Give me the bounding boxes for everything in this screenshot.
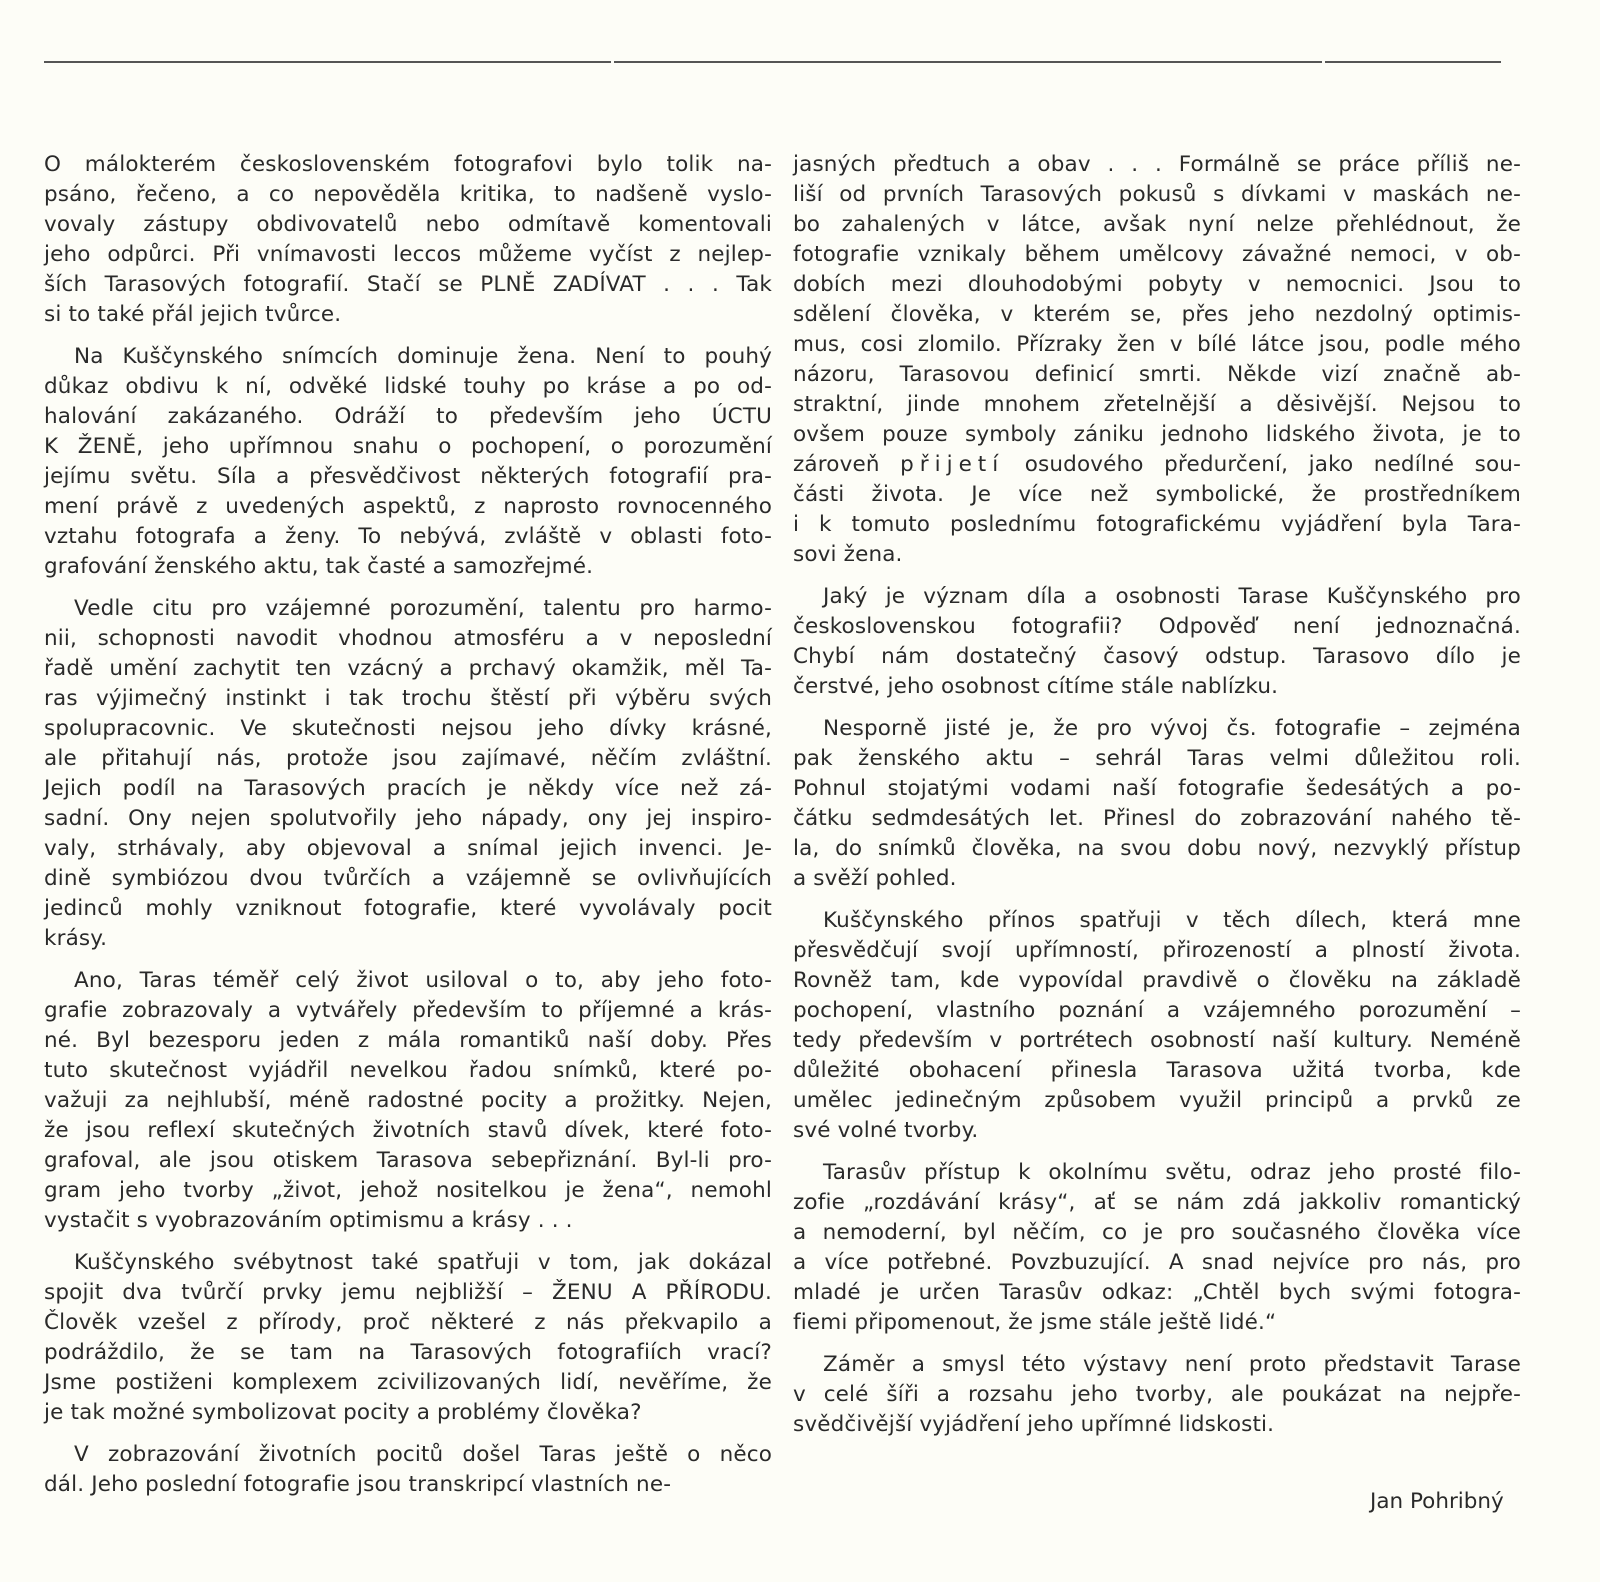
text-line: grafování ženského aktu, tak časté a samozřejmé. [44,554,594,579]
text-line: liší od prvních Tarasových pokusů s dívkami v maskách ne- [793,182,1521,207]
text-line: spojit dva tvůrčí prvky jemu nejbližší – ŽENU A PŘÍRODU. [44,1280,772,1305]
text-line: ale přitahují nás, protože jsou zajímavé, něčím zvláštní. [44,746,772,771]
left-column [44,150,772,1512]
text-line: Kuščynského svébytnost také spatřuji v tom, jak dokázal [74,1250,772,1275]
text-line: Člověk vzešel z přírody, proč některé z nás překvapilo a [44,1310,772,1335]
paragraph [793,1158,1521,1338]
text-line: Pohnul stojatými vodami naší fotografie šedesátých a po- [793,776,1521,801]
text-line: svědčivější vyjádření jeho upřímné lidskosti. [793,1412,1275,1437]
text-line: Chybí nám dostatečný časový odstup. Tarasovo dílo je [793,644,1521,669]
author-signature: Jan Pohribný [1370,1489,1504,1514]
text-line: umělec jedinečným způsobem využil principů a prvků ze [793,1088,1521,1113]
text-line: jasných předtuch a obav . . . Formálně se práce příliš ne- [793,152,1521,177]
text-line: važuji za nejhlubší, méně radostné pocity a prožitky. Nejen, [44,1088,772,1113]
text-line: krásy. [44,926,108,951]
text-line: názoru, Tarasovou definicí smrti. Někde vizí značně ab- [793,362,1521,387]
header-rule-middle [614,61,1322,63]
text-line: části života. Je více než symbolické, že prostředníkem [793,482,1521,507]
text-line: zároveň přijetí osudového předurčení, jako nedílné sou- [793,452,1521,477]
text-line: mus, cosi zlomilo. Přízraky žen v bílé látce jsou, podle mého [793,332,1521,357]
text-line: né. Byl bezesporu jeden z mála romantiků naší doby. Přes [44,1028,772,1053]
text-line: je tak možné symbolizovat pocity a problémy člověka? [44,1400,642,1425]
text-line: přesvědčují svojí upřímností, přirozeností a plností života. [793,938,1521,963]
text-line: Vedle citu pro vzájemné porozumění, talentu pro harmo- [74,596,772,621]
text-line: řadě umění zachytit ten vzácný a prchavý okamžik, měl Ta- [44,656,772,681]
text-line: jedinců mohly vzniknout fotografie, které vyvolávaly pocit [44,896,772,921]
right-column [793,150,1521,1452]
text-line: Rovněž tam, kde vypovídal pravdivě o člověku na základě [793,968,1521,993]
text-line: tuto skutečnost vyjádřil nevelkou řadou snímků, které po- [44,1058,772,1083]
text-line: V zobrazování životních pocitů došel Taras ještě o něco [74,1442,772,1467]
text-line: mladé je určen Tarasův odkaz: „Chtěl bych svými fotogra- [793,1280,1521,1305]
text-line: vztahu fotografa a ženy. To nebývá, zvláště v oblasti foto- [44,524,772,549]
spaced-emphasis: přijetí [900,452,1005,477]
paragraph [793,906,1521,1146]
paragraph [44,150,772,330]
text-line: Kuščynského přínos spatřuji v těch dílech, která mne [823,908,1521,933]
text-line: jeho odpůrci. Při vnímavosti leccos můžeme vyčíst z nejlep- [44,242,772,267]
text-line: Jsme postiženi komplexem zcivilizovaných lidí, nevěříme, že [44,1370,772,1395]
text-line: v celé šíři a rozsahu jeho tvorby, ale poukázat na nejpře- [793,1382,1521,1407]
text-line: sadní. Ony nejen spolutvořily jeho nápady, ony jej inspiro- [44,806,772,831]
text-line: důkaz obdivu k ní, odvěké lidské touhy po kráse a po od- [44,374,772,399]
text-line: čerstvé, jeho osobnost cítíme stále nablízku. [793,674,1279,699]
text-line: vystačit s vyobrazováním optimismu a krásy . . . [44,1208,573,1233]
paragraph [44,342,772,582]
text-line: K ŽENĚ, jeho upřímnou snahu o pochopení, o porozumění [44,434,772,459]
text-line: grafoval, ale jsou otiskem Tarasova sebepřiznání. Byl-li pro- [44,1148,772,1173]
text-line: spolupracovnic. Ve skutečnosti nejsou jeho dívky krásné, [44,716,772,741]
paragraph [793,714,1521,894]
text-line: ovšem pouze symboly zániku jednoho lidského života, je to [793,422,1521,447]
header-rule-left [44,61,611,63]
text-line: jejímu světu. Síla a přesvědčivost některých fotografií pra- [44,464,772,489]
text-line: tedy především v portrétech osobností naší kultury. Neméně [793,1028,1521,1053]
text-line: Nesporně jisté je, že pro vývoj čs. fotografie – zejména [823,716,1521,741]
text-line: důležité obohacení přinesla Tarasova užitá tvorba, kde [793,1058,1521,1083]
text-line: halování zakázaného. Odráží to především jeho ÚCTU [44,404,772,429]
text-line: Záměr a smysl této výstavy není proto představit Tarase [823,1352,1521,1377]
text-line: O málokterém československém fotografovi bylo tolik na- [44,152,772,177]
text-line: ších Tarasových fotografií. Stačí se PLNĚ ZADÍVAT . . . Tak [44,272,772,297]
text-line: dobích mezi dlouhodobými pobyty v nemocnici. Jsou to [793,272,1521,297]
text-line: sovi žena. [793,542,903,567]
text-line: a více potřebné. Povzbuzující. A snad nejvíce pro nás, pro [793,1250,1521,1275]
header-rule-right [1325,61,1501,63]
text-line: zofie „rozdávání krásy“, ať se nám zdá jakkoliv romantický [793,1190,1521,1215]
text-line: gram jeho tvorby „život, jehož nositelkou je žena“, nemohl [44,1178,772,1203]
text-line: pak ženského aktu – sehrál Taras velmi důležitou roli. [793,746,1521,771]
text-line: Jejich podíl na Tarasových pracích je někdy více než zá- [44,776,772,801]
text-line: i k tomuto poslednímu fotografickému vyjádření byla Tara- [793,512,1521,537]
text-line: podráždilo, že se tam na Tarasových fotografiích vrací? [44,1340,772,1365]
text-line: a nemoderní, byl něčím, co je pro současného člověka více [793,1220,1521,1245]
paragraph [44,1440,772,1500]
paragraph [44,966,772,1236]
text-line: své volné tvorby. [793,1118,979,1143]
text-line: nii, schopnosti navodit vhodnou atmosféru a v neposlední [44,626,772,651]
text-line: dál. Jeho poslední fotografie jsou transkripcí vlastních ne- [44,1472,672,1497]
paragraph [793,150,1521,570]
text-line: pochopení, vlastního poznání a vzájemného porozumění – [793,998,1521,1023]
paragraph [793,582,1521,702]
text-line: československou fotografii? Odpověď není jednoznačná. [793,614,1521,639]
text-line: čátku sedmdesátých let. Přinesl do zobrazování nahého tě- [793,806,1521,831]
text-line: valy, strhávaly, aby objevoval a snímal jejich invenci. Je- [44,836,772,861]
text-line: Tarasův přístup k okolnímu světu, odraz jeho prosté filo- [823,1160,1521,1185]
text-line: dině symbiózou dvou tvůrčích a vzájemně se ovlivňujících [44,866,772,891]
text-line: bo zahalených v látce, avšak nyní nelze přehlédnout, že [793,212,1521,237]
text-line: mení právě z uvedených aspektů, z naprosto rovnocenného [44,494,772,519]
paragraph [44,1248,772,1428]
text-line: ras výjimečný instinkt i tak trochu štěstí při výběru svých [44,686,772,711]
text-line: fotografie vznikaly během umělcovy závažné nemoci, v ob- [793,242,1521,267]
text-line: sdělení člověka, v kterém se, přes jeho nezdolný optimis- [793,302,1521,327]
text-line: Jaký je význam díla a osobnosti Tarase Kuščynského pro [823,584,1521,609]
text-line: psáno, řečeno, a co nepověděla kritika, to nadšeně vyslo- [44,182,772,207]
text-line: vovaly zástupy obdivovatelů nebo odmítavě komentovali [44,212,772,237]
text-line: že jsou reflexí skutečných životních stavů dívek, které foto- [44,1118,772,1143]
paragraph [44,594,772,954]
text-line: Na Kuščynského snímcích dominuje žena. Není to pouhý [74,344,772,369]
text-line: straktní, jinde mnohem zřetelnější a děsivější. Nejsou to [793,392,1521,417]
text-line: grafie zobrazovaly a vytvářely především to příjemné a krás- [44,998,772,1023]
text-line: fiemi připomenout, že jsme stále ještě lidé.“ [793,1310,1277,1335]
text-line: Ano, Taras téměř celý život usiloval o to, aby jeho foto- [74,968,772,993]
text-line: si to také přál jejich tvůrce. [44,302,342,327]
text-line: a svěží pohled. [793,866,957,891]
text-line: la, do snímků člověka, na svou dobu nový, nezvyklý přístup [793,836,1521,861]
paragraph [793,1350,1521,1440]
